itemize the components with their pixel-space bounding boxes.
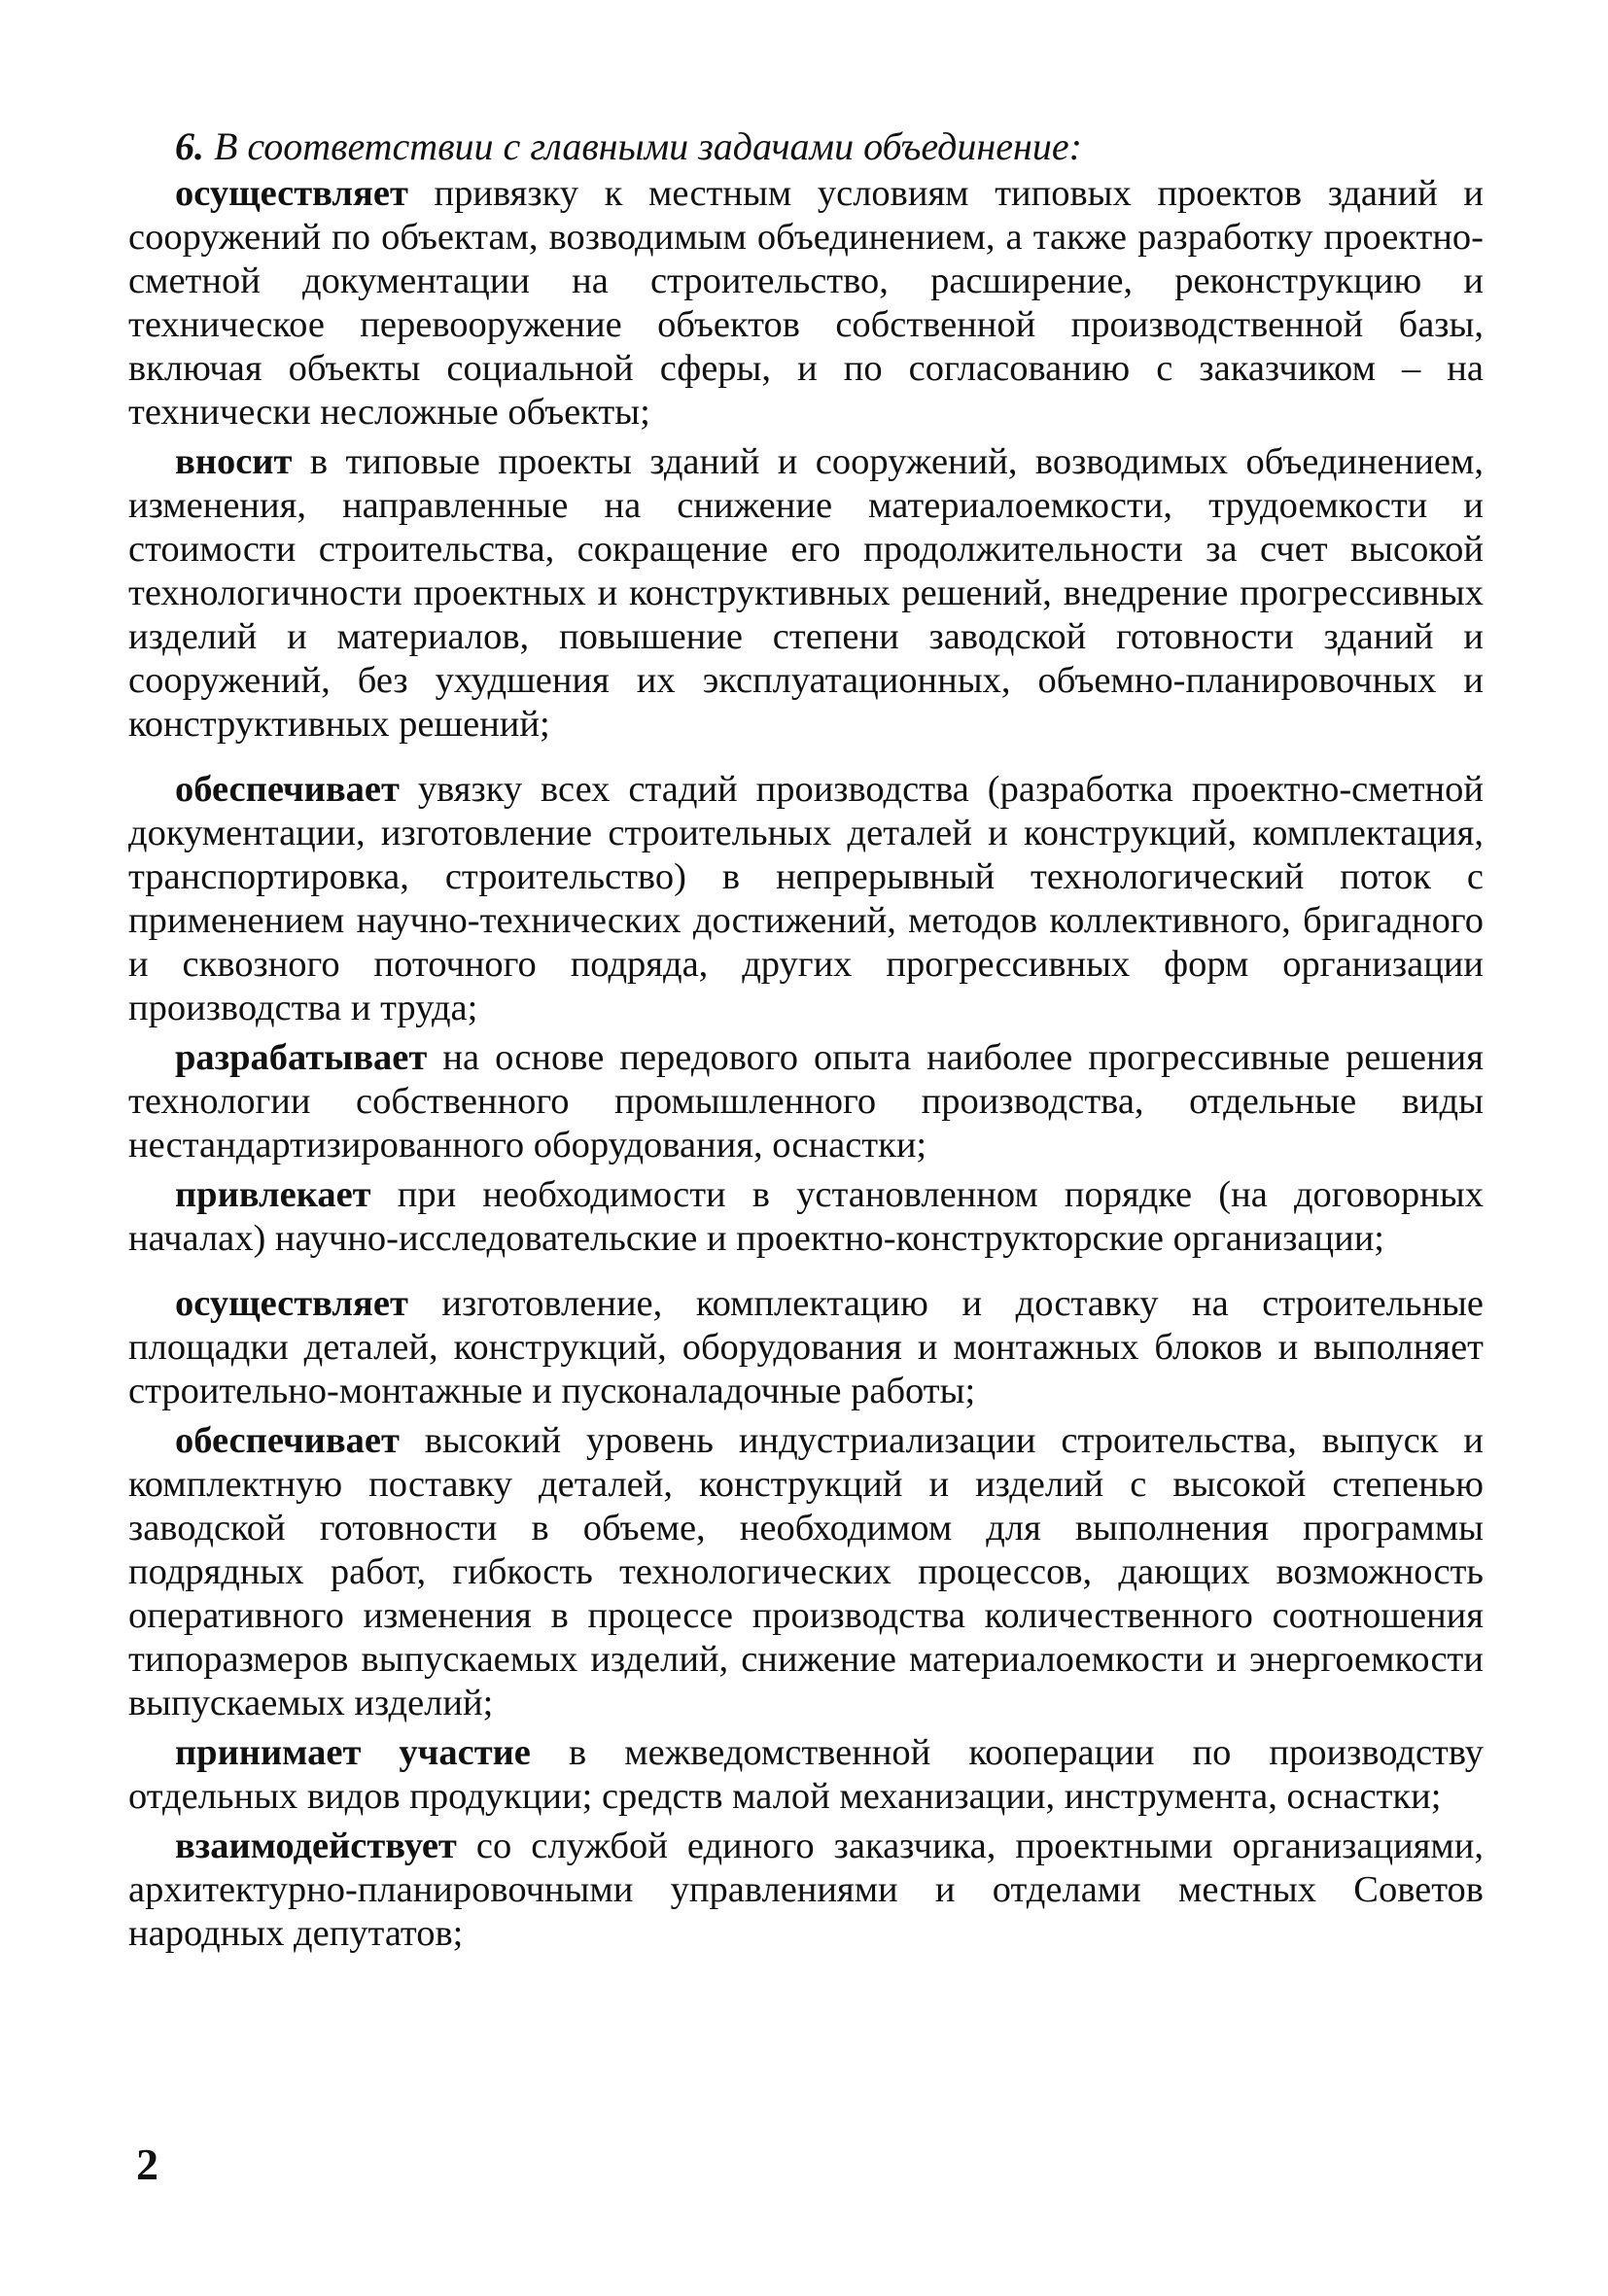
paragraph-text: изготовление, комплектацию и доставку на строительные площадки деталей, конструкций, оборудования и монтажных блоков и выполняет строительно-монтажные и пусконаладочные работы; [128, 1283, 1484, 1411]
paragraph-8 [128, 1731, 1484, 1819]
paragraph-keyword: осуществляет [175, 1283, 408, 1324]
paragraph-text: при необходимости в установленном порядке (на договорных началах) научно-исследовательские и проектно-конструкторские организации; [128, 1174, 1484, 1259]
paragraph-keyword: вносит [175, 441, 293, 482]
paragraph-1 [128, 172, 1484, 435]
section-intro-text: В соответствии с главными задачами объединение: [204, 124, 1082, 168]
paragraph-text: в межведомственной кооперации по производству отдельных видов продукции; средств малой механизации, инструмента, оснастки; [128, 1732, 1484, 1817]
section-number: 6. [175, 124, 204, 168]
paragraph-text: в типовые проекты зданий и сооружений, возводимых объединением, изменения, направленные на снижение материалоемкости, трудоемкости и стоимости строительства, сокращение его продолжительности за счет высокой технологичности проектных и конструктивных решений, внедрение прогрессивных изделий и материалов, повышение степени заводской готовности зданий и сооружений, без ухудшения их эксплуатационных, объемно-планировочных и конструктивных решений; [128, 441, 1484, 745]
paragraph-keyword: взаимодействует [175, 1826, 457, 1866]
paragraph-text: со службой единого заказчика, проектными организациями, архитектурно-планировочными управлениями и отделами местных Советов народных депутатов; [128, 1826, 1484, 1954]
paragraph-6 [128, 1282, 1484, 1413]
paragraph-text: привязку к местным условиям типовых проектов зданий и сооружений по объектам, возводимым объединением, а также разработку проектно-сметной документации на строительство, расширение, реконструкцию и техническое перевооружение объектов собственной производственной базы, включая объекты социальной сферы, и по согласованию с заказчиком – на технически несложные объекты; [128, 173, 1484, 433]
section-intro [128, 124, 1484, 168]
paragraph-keyword: обеспечивает [175, 769, 400, 810]
paragraph-keyword: привлекает [175, 1174, 371, 1215]
paragraph-keyword: обеспечивает [175, 1420, 400, 1461]
page-number: 2 [136, 2139, 158, 2189]
paragraph-keyword: осуществляет [175, 173, 408, 214]
paragraph-4 [128, 1036, 1484, 1167]
paragraph-7 [128, 1419, 1484, 1725]
paragraph-keyword: принимает участие [175, 1732, 531, 1773]
paragraph-text: на основе передового опыта наиболее прогрессивные решения технологии собственного промышленного производства, отдельные виды нестандартизированного оборудования, оснастки; [128, 1037, 1484, 1165]
document-page [128, 124, 1484, 1956]
paragraph-5 [128, 1173, 1484, 1261]
paragraph-9 [128, 1825, 1484, 1956]
paragraph-keyword: разрабатывает [175, 1037, 428, 1078]
paragraph-text: высокий уровень индустриализации строительства, выпуск и комплектную поставку деталей, конструкций и изделий с высокой степенью заводской готовности в объеме, необходимом для выполнения программы подрядных работ, гибкость технологических процессов, дающих возможность оперативного изменения в процессе производства количественного соотношения типоразмеров выпускаемых изделий, снижение материалоемкости и энергоемкости выпускаемых изделий; [128, 1420, 1484, 1723]
paragraph-3 [128, 768, 1484, 1030]
paragraph-2 [128, 440, 1484, 747]
paragraph-text: увязку всех стадий производства (разработка проектно-сметной документации, изготовление строительных деталей и конструкций, комплектация, транспортировка, строительство) в непрерывный технологический поток с применением научно-технических достижений, методов коллективного, бригадного и сквозного поточного подряда, других прогрессивных форм организации производства и труда; [128, 769, 1484, 1028]
